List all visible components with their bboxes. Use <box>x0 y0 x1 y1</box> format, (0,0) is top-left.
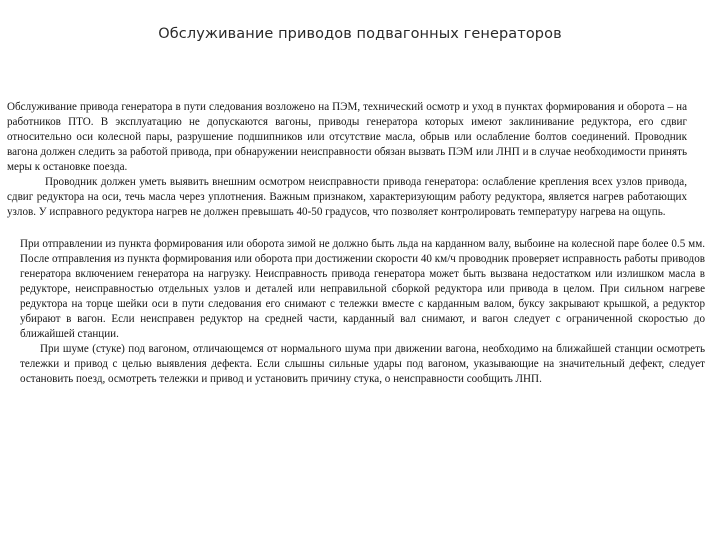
paragraph-text-indented: При шуме (стуке) под вагоном, отличающемся от нормального шума при движении вагона, необходимо на ближайшей станции осмотреть тележки и привод с целью выявления дефекта. Если слышны сильные удары под вагоном, указывающие на значительный дефект, следует остановить поезд, осмотреть тележки и привод и установить причину стука, о неисправности сообщить ЛНП. <box>20 343 705 385</box>
paragraph-text: Обслуживание привода генератора в пути следования возложено на ПЭМ, технический осмотр и уход в пунктах формирования и оборота – на работников ПТО. В эксплуатацию не допускаются вагоны, приводы генератора которых имеют заклинивание редуктора, его сдвиг относительно оси колесной пары, разрушение подшипников или отсутствие масла, обрыв или ослабление болтов соединений. Проводник вагона должен следить за работой привода, при обнаружении неисправности обязан вызвать ПЭМ или ЛНП и в случае необходимости принять меры к остановке поезда. <box>7 101 687 173</box>
slide-title: Обслуживание приводов подвагонных генераторов <box>158 26 562 42</box>
paragraph-drive-maintenance <box>7 100 687 220</box>
paragraph-text-indented: Проводник должен уметь выявить внешним осмотром неисправности привода генератора: ослабление крепления всех узлов привода, сдвиг редуктора на оси, течь масла через уплотнения. Важным признаком, характеризующим работу редуктора, является нагрев работающих узлов. У исправного редуктора нагрев не должен превышать 40-50 градусов, что позволяет контролировать температуру нагрева на ощупь. <box>7 176 687 218</box>
paragraph-departure-checks <box>20 237 705 387</box>
paragraph-text: При отправлении из пункта формирования или оборота зимой не должно быть льда на карданном валу, выбоине на колесной паре более 0.5 мм. После отправления из пункта формирования или оборота при достижении скорости 40 км/ч проводник проверяет исправность работы приводов генератора включением генератора на нагрузку. Неисправность привода генератора может быть вызвана недостатком или излишком масла в редукторе, неисправностью отдельных узлов и деталей или неправильной сборкой редуктора или привода в целом. При сильном нагреве редуктора на торце шейки оси в пути следования его снимают с тележки вместе с карданным валом, буксу закрывают крышкой, а редуктор убирают в вагон. Если неисправен редуктор на средней части, карданный вал снимают, и вагон следует с ограниченной скоростью до ближайшей станции. <box>20 238 705 340</box>
